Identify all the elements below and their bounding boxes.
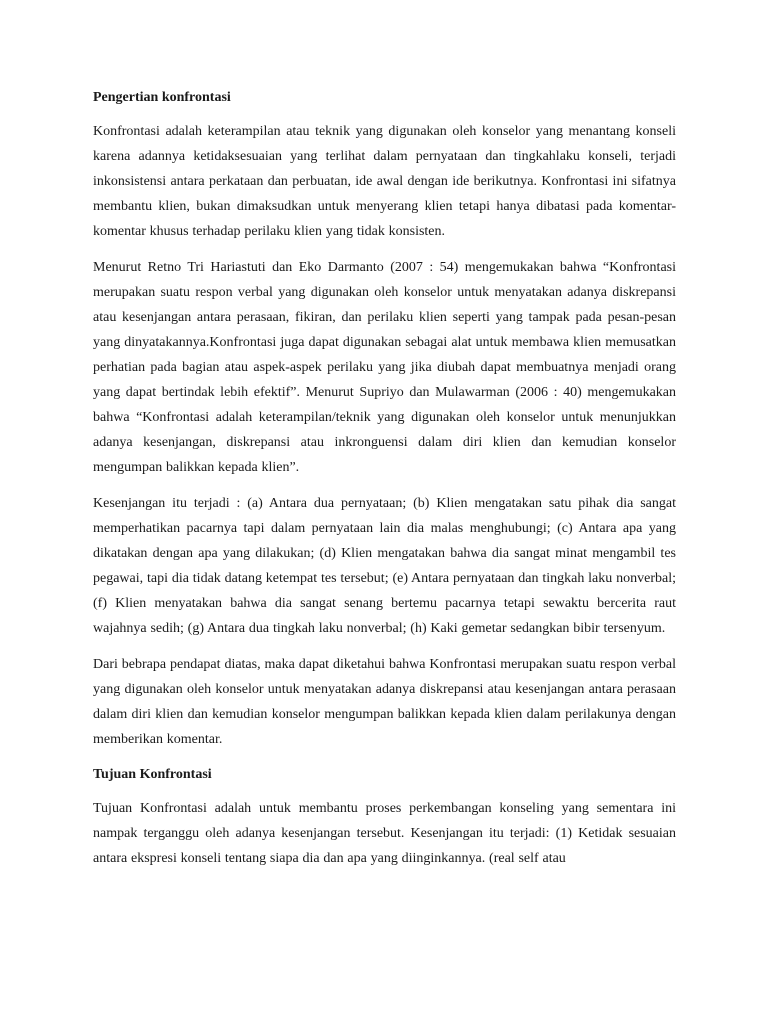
paragraph-conclusion: Dari bebrapa pendapat diatas, maka dapat diketahui bahwa Konfrontasi merupakan suatu respon verbal yang digunakan oleh konselor untuk menyatakan adanya diskrepansi atau kesenjangan antara perasaan dalam diri klien dan kemudian konselor mengumpan balikkan kepada klien dalam perilakunya dengan memberikan komentar. xyxy=(93,657,676,747)
paragraph-definition: Konfrontasi adalah keterampilan atau teknik yang digunakan oleh konselor yang menantang konseli karena adannya ketidaksesuaian yang terlihat dalam pernyataan dan tingkahlaku konseli, terjadi inkonsistensi antara perkataan dan perbuatan, ide awal dengan ide berikutnya. Konfrontasi ini sifatnya membantu klien, bukan dimaksudkan untuk menyerang klien tetapi hanya dibatasi pada komentar-komentar khusus terhadap perilaku klien yang tidak konsisten. xyxy=(93,124,676,239)
section-heading-pengertian: Pengertian konfrontasi xyxy=(93,90,231,105)
paragraph-kesenjangan: Kesenjangan itu terjadi : (a) Antara dua pernyataan; (b) Klien mengatakan satu pihak dia sangat memperhatikan pacarnya tapi dalam pernyataan lain dia malas menghubungi; (c) Antara apa yang dikatakan dengan apa yang dilakukan; (d) Klien mengatakan bahwa dia sangat minat mengambil tes pegawai, tapi dia tidak datang ketempat tes tersebut; (e) Antara pernyataan dan tingkah laku nonverbal; (f) Klien menyatakan bahwa dia sangat senang bertemu pacarnya tetapi sewaktu bercerita raut wajahnya sedih; (g) Antara dua tingkah laku nonverbal; (h) Kaki gemetar sedangkan bibir tersenyum. xyxy=(93,496,676,636)
section-heading-tujuan: Tujuan Konfrontasi xyxy=(93,767,212,782)
paragraph-tujuan: Tujuan Konfrontasi adalah untuk membantu proses perkembangan konseling yang sementara ini nampak terganggu oleh adanya kesenjangan tersebut. Kesenjangan itu terjadi: (1) Ketidak sesuaian antara ekspresi konseli tentang siapa dia dan apa yang diinginkannya. (real self atau xyxy=(93,801,676,866)
paragraph-retno-supriyo: Menurut Retno Tri Hariastuti dan Eko Darmanto (2007 : 54) mengemukakan bahwa “Konfrontasi merupakan suatu respon verbal yang digunakan oleh konselor untuk menyatakan adanya diskrepansi atau kesenjangan antara perasaan, fikiran, dan perilaku klien seperti yang tampak pada pesan-pesan yang dinyatakannya.Konfrontasi juga dapat digunakan sebagai alat untuk membawa klien memusatkan perhatian pada bagian atau aspek-aspek perilaku yang jika diubah dapat membuatnya menjadi orang yang dapat bertindak lebih efektif”. Menurut Supriyo dan Mulawarman (2006 : 40) mengemukakan bahwa “Konfrontasi adalah keterampilan/teknik yang digunakan oleh konselor untuk menunjukkan adanya kesenjangan, diskrepansi atau inkronguensi dalam diri klien dan kemudian konselor mengumpan balikkan kepada klien”. xyxy=(93,260,676,475)
